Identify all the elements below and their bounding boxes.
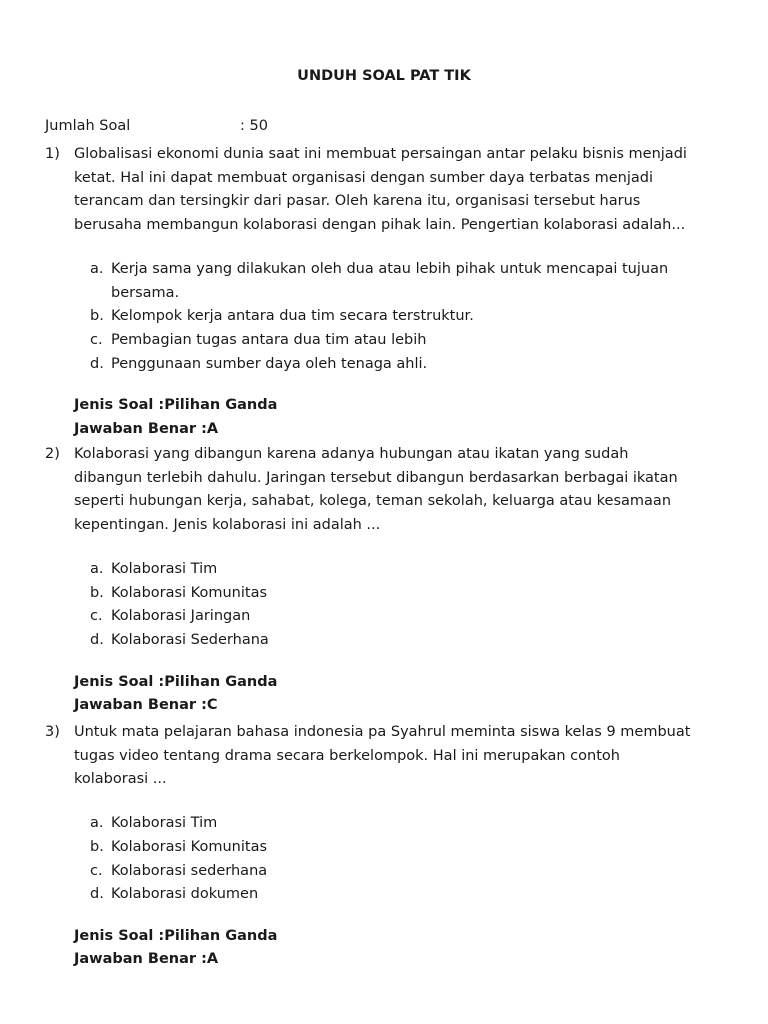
answer-options xyxy=(90,558,725,653)
question-line: ketat. Hal ini dapat membuat organisasi dengan sumber daya terbatas menjadi xyxy=(74,169,654,186)
answer-options xyxy=(90,812,725,907)
correct-answer: Jawaban Benar :C xyxy=(74,697,218,714)
option-line: Kolaborasi Jaringan xyxy=(111,608,251,625)
option-line: Kolaborasi Komunitas xyxy=(111,584,268,601)
answer-options xyxy=(90,258,725,377)
correct-answer: Jawaban Benar :A xyxy=(74,951,219,968)
option-a xyxy=(90,812,725,836)
option-d xyxy=(90,629,725,653)
option-c xyxy=(90,329,725,353)
question-line: dibangun terlebih dahulu. Jaringan tersebut dibangun berdasarkan berbagai ikatan xyxy=(74,469,678,486)
option-line: Kolaborasi dokumen xyxy=(111,886,259,903)
question-3 xyxy=(45,721,725,972)
option-line: Penggunaan sumber daya oleh tenaga ahli. xyxy=(111,355,428,372)
option-line: Kolaborasi Tim xyxy=(111,560,218,577)
option-line: Kolaborasi Komunitas xyxy=(111,838,268,855)
question-line: Globalisasi ekonomi dunia saat ini membuat persaingan antar pelaku bisnis menjadi xyxy=(74,146,687,162)
option-a xyxy=(90,558,725,582)
question-line: kepentingan. Jenis kolaborasi ini adalah ... xyxy=(74,517,381,534)
option-line: Kolaborasi Sederhana xyxy=(111,631,269,648)
option-line: Pembagian tugas antara dua tim atau lebih xyxy=(111,331,427,348)
option-c xyxy=(90,860,725,884)
question-number: 2) xyxy=(45,446,60,462)
page-title: UNDUH SOAL PAT TIK xyxy=(297,68,471,84)
option-b xyxy=(90,305,725,329)
option-letter: b. xyxy=(90,308,104,325)
option-letter: a. xyxy=(90,815,104,832)
option-letter: d. xyxy=(90,886,104,903)
option-b xyxy=(90,836,725,860)
option-letter: d. xyxy=(90,631,104,648)
question-text xyxy=(45,443,725,538)
question-number: 3) xyxy=(45,724,60,740)
question-2 xyxy=(45,443,725,718)
answer-block xyxy=(74,925,725,972)
question-count-value: : 50 xyxy=(240,118,268,134)
question-line: tugas video tentang drama secara berkelompok. Hal ini merupakan contoh xyxy=(74,747,620,764)
option-letter: a. xyxy=(90,560,104,577)
question-count xyxy=(45,116,725,136)
option-a xyxy=(90,258,725,305)
question-count-label: Jumlah Soal xyxy=(45,118,131,134)
question-type: Jenis Soal :Pilihan Ganda xyxy=(74,927,278,944)
option-letter: c. xyxy=(90,608,103,625)
option-letter: a. xyxy=(90,260,104,277)
option-letter: d. xyxy=(90,355,104,372)
question-line: berusaha membangun kolaborasi dengan pihak lain. Pengertian kolaborasi adalah... xyxy=(74,217,686,234)
option-letter: c. xyxy=(90,862,103,879)
answer-block xyxy=(74,394,725,441)
option-b xyxy=(90,582,725,606)
option-line: Kolaborasi sederhana xyxy=(111,862,268,879)
option-letter: b. xyxy=(90,584,104,601)
question-type: Jenis Soal :Pilihan Ganda xyxy=(74,673,278,690)
option-line: Kolaborasi Tim xyxy=(111,815,218,832)
option-d xyxy=(90,353,725,377)
question-line: kolaborasi ... xyxy=(74,771,167,788)
option-line: Kelompok kerja antara dua tim secara terstruktur. xyxy=(111,308,474,325)
correct-answer: Jawaban Benar :A xyxy=(74,420,219,437)
answer-block xyxy=(74,671,725,718)
question-text xyxy=(45,143,725,238)
option-letter: c. xyxy=(90,331,103,348)
question-line: Kolaborasi yang dibangun karena adanya hubungan atau ikatan yang sudah xyxy=(74,446,629,462)
question-line: Untuk mata pelajaran bahasa indonesia pa Syahrul meminta siswa kelas 9 membuat xyxy=(74,724,691,740)
option-line: bersama. xyxy=(111,284,180,301)
question-1 xyxy=(45,143,725,441)
question-number: 1) xyxy=(45,146,60,162)
option-line: Kerja sama yang dilakukan oleh dua atau lebih pihak untuk mencapai tujuan xyxy=(111,260,669,277)
question-text xyxy=(45,721,725,792)
option-c xyxy=(90,605,725,629)
question-line: terancam dan tersingkir dari pasar. Oleh karena itu, organisasi tersebut harus xyxy=(74,193,641,210)
question-line: seperti hubungan kerja, sahabat, kolega, teman sekolah, keluarga atau kesamaan xyxy=(74,493,672,510)
option-letter: b. xyxy=(90,838,104,855)
option-d xyxy=(90,883,725,907)
question-type: Jenis Soal :Pilihan Ganda xyxy=(74,397,278,414)
